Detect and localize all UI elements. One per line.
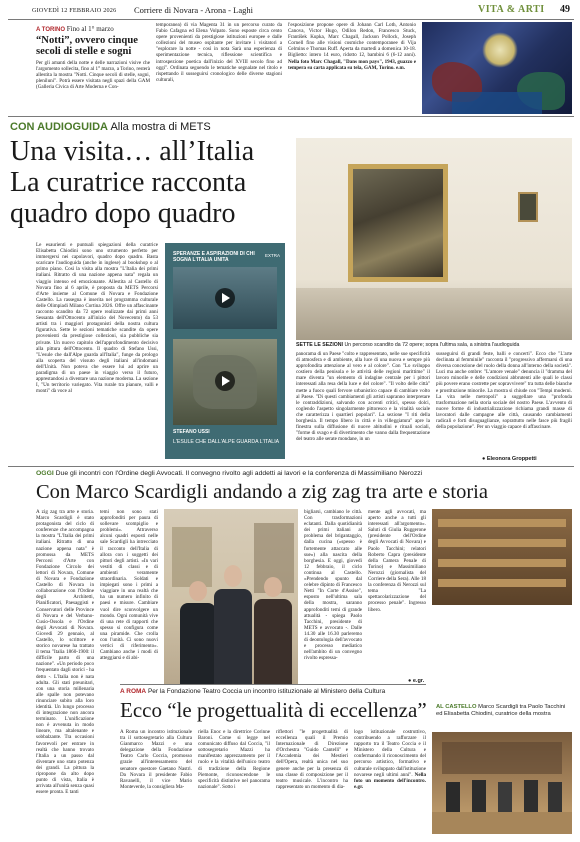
mets-headline-line1: Una visita… all’Italia [10,136,255,167]
gallery-photo [296,138,572,340]
large-painting [348,164,448,282]
mets-kicker-text: Alla mostra di METS [110,121,211,133]
header-page-number: 49 [560,4,570,15]
third-story-rule [120,684,426,685]
header-paper: Corriere di Novara - Arona - Laghi [134,5,253,15]
torino-body-col1: Per gli amanti della notte e delle narrazioni visive che l'argomento sollecita, fino al 1° marzo, a Torino, resterà allestita la mostra "Notti. Cinque secoli di stelle, sogni, pleniluni". Potrà essere visitata negli spazi della GAM (Galleria Civica di Arte Moderna e Con- [36,60,150,91]
person-center [214,565,252,684]
scardigli-caption-text: Marco Scardigli tra Paolo Tacchini ed Elisabetta Chiodini, curatrice della mostra [436,704,566,717]
scardigli-group-photo [164,509,298,684]
header-rule [8,19,574,20]
scardigli-body-col2: temi non sono stati approfonditi per paura di sollevare scompiglio e problemi». Attraverso alcuni quadri esposti nelle sale Scardigli ha intrecciato il racconto dell'Italia di allora con i soggetti dei pittori degli artisti. «In vari vestiti di classi e di ambienti veramente straordinaria. Soldati e impiegati sono i primi a viaggiare in una realtà che ha un numero infinito di paesi e misure. Cambiare vuol dire sconvolgere un mondo. Ogni comunità vive di una rete di rapporti che spesso si configura come una piramide. Che crolla con l'unità. Ci sono nuovi vertici di riferimento». Cambiano anche i modi di atteggiarsi e di abi- [100,509,158,662]
coccia-headline: Ecco “le progettualità di eccellenza” [120,698,427,722]
audioguide-thumbnail-1 [173,267,277,329]
scardigli-sign-name: e.gr. [412,678,425,684]
mets-sign: ● Eleonora Groppetti [482,456,537,462]
play-icon[interactable] [215,371,235,391]
coccia-body-col2: riella Enoc e la direttrice Corinne Baroni. Come si legge nel comunicato diffuso dal Coccia, "il sottosegretario Mazzi ha manifestato apprezzamento per il ruolo e la vitalità dell'unico teatro di tradizione della Regione Piemonte, riconoscendone le specificità distintive nel panorama nazionale". Sotto i [198,729,270,790]
mets-kicker [10,121,211,133]
mets-kicker-label: CON AUDIOGUIDA [10,121,108,133]
chagall-painting-image [422,22,572,114]
torino-body-col2: temporanea) di via Magenta 31 in un percorso curato da Fabio Cafagna ed Elena Volpato. Sono esposte circa cento opere provenienti da prestigiose istituzioni europee e dalle collezioni del museo ospitante per invitare i visitatori a "esplorare la notte - così in nota Sarà una esperienza di sperimentazione tecnica, riflessione scientifica e introspezione poetica dall'inizio del XVIII secolo fino ad oggi". Ordinata seguendo le tematiche segnalate nel titolo e rispettando il susseguirsi cronologico delle diverse stagioni culturali, [156,22,282,83]
mets-sign-name: Eleonora Groppetti [486,456,537,462]
coccia-kicker-label: A ROMA [120,688,147,695]
ministry-meeting-photo [432,732,572,834]
coccia-body-col1: A Roma un incontro istituzionale tra il sottosegretario alla Cultura Gianmarco Mazzi e una delegazione della Fondazione Teatro Carlo Coccia, promosso grazie all'interessamento del senatore questore Gaetano Nastri. Da Novara il presidente Fabio Ravanelli, il vice Mario Monteverde, la consigliera Ma- [120,729,192,790]
torino-photo-caption: Nella foto Marc Chagall, "Dans mon pays", 1943, guazzo e tempera su carta applicata su tela, GAM, Torino. [288,58,416,71]
coccia-body-col3: riflettori "le progettualità di eccellenza quali il Premio Internazionale di Direzione d'Orchestra "Guido Cantelli" e l'Accademia dei Mestieri dell'Opera, realtà unica nel suo genere anche per la presenza di una classe di composizione per il teatro musicale. L'incontro ha rappresentato un momento di dia- [276,729,348,790]
coccia-kicker-text: Per la Fondazione Teatro Coccia un incontro istituzionale al Ministero della Cultura [147,688,386,695]
scardigli-kicker-text: Due gli incontri con l'Ordine degli Avvocati. Il convegno rivolto agli addetti ai lavori e la conferenza di Massimiliano Nerozzi [55,470,423,477]
audioguide-title: SPERANZE E ASPIRAZIONI DI CHI SOGNA L'ITALIA UNITA [173,251,255,263]
scardigli-body-col4: mente agli avvocati, ma aperto anche a tutti gli interessati all'argomento». Saluti di Giulia Ruggerone (presidente dell'Ordine degli Avvocati di Novara) e Paolo Tacchini; relatori Roberto Capra (presidente della Camera Penale di Torino) e Massimiliano Nerozzi (giornalista del Corriere della Sera). Alle 18 la conferenza di Nerozzi sul tema "La spettacolarizzazione del processo penale". Ingresso libero. [368,509,426,613]
mets-headline [10,136,290,229]
coccia-kicker [120,688,426,695]
torino-title: “Notti”, ovvero cinque secoli di stelle e sogni [36,35,138,57]
gallery-caption-text: Un percorso scandito da 72 opere; sopra l'ultima sala, a sinistra l'audioguida [344,342,520,348]
coccia-body-col4 [354,729,426,829]
scardigli-kicker-label: OGGI [36,470,54,477]
torino-kicker-text: Fino al 1° marzo [66,25,114,33]
gallery-photo-caption [296,342,572,348]
top-section-rule [8,116,574,117]
audioguide-brand: EXTRA [265,253,281,258]
torino-kicker [36,25,114,33]
scardigli-photo-caption [436,704,572,718]
person-right [254,577,292,684]
audioguide-thumbnail-2 [173,339,277,425]
header-date: GIOVEDÌ 12 FEBBRAIO 2026 [32,7,117,14]
scardigli-body-col1: A zig zag tra arte e storia. Marco Scardigli è stato protagonista del ciclo di conferenze che accompagna la mostra "L'Italia dei primi italiani. Ritratto di una nazione appena nata" è promossa da METS Percorsi d'Arte con Fondazione Circolo dei lettori di Novara, Comune di Novara e Fondazione Castello di Novara in collaborazione con l'Ordine degli Architetti, Pianificatori, Paesaggisti e Conservatori delle Province di Novara e del Verbano-Cusio-Ossola e l'Ordine degli Avvocati di Novara. Giovedì 29 gennaio, al Castello, lo scrittore e storico novarese ha trattato il tema "Italia 1860-1900: il difficile parto di una nazione". «Un periodo poco frequentato dagli storici - ha detto -. L'Italia non è nata adulta. Gli stati preunitari, con una storia millenaria alle spalle non potevano rinunciare subito alla loro identità. Un lungo processo di integrazione non ancora terminato. L'unificazione non è avvenuta in modo lineare, ma altalenante e sobbalzante. Tra occasioni favorevoli per entrare in realtà che hanno trovato l'Italia a un passo dal diventare uno stato potenza dei grandi. La pittura la ripropone da alto dopo punto di vista, Italia è arrivata all'unità senza quasi essere pronta. E tanti [36,509,94,796]
page-header [8,4,574,18]
mets-body-col3: panorama di un Paese "colto e rappresentato, nelle sue specificità di atmosfera e di ambiente, alla luce di una nuova e sempre più approfondita attenzione al vero e al colore". Con "Lo sviluppo costiero della penisola e le attività delle regioni marittime" il mare diventa "un elemento di indagine centrale per i pittori interessati alla resa della luce e del colore". "Il volto delle città" mette a fuoco quali fervore urbanistico capace di cambiare volto al Paese. "Di questi cambiamenti gli artisti sapranno interpretare le contraddizioni, salvando con accenti critici, spesso dolci, coglendo l'aspetto singolarmente pittoresco e la vitalità sociale che caratterizza i quartieri popolari". La sezione "I riti della borghesia. Il tempo libero in città e in villeggiatura" apre la finestra sulla diffusione di nuove abitudini e rituali sociali, "forme di svago e di divertimento che vanno dalla frequentazione del teatro alle serate mondane, in un [296,351,430,443]
audioguide-artist: STEFANO USSI [173,429,210,435]
scardigli-kicker [36,470,572,477]
coccia-sign: e.gr. [354,783,364,790]
gallery-caption-label: SETTE LE SEZIONI [296,342,343,348]
person-left [180,581,216,684]
torino-sign: e.m. [395,64,406,71]
coccia-body-text: logo istituzionale costruttivo, contribuendo a rafforzare il rapporto tra il Teatro Coccia e il Ministero della Cultura e confermando il riconoscimento del percorso artistico, formativo e culturale sviluppato dall'istituzione novarese negli ultimi anni". [354,729,426,778]
torino-body-text: l'esposizione propone opere di Johann Carl Loth, Antonio Canova, Victor Hugo, Odilon Redon, Francesco Stuck, František Kupka, Marc Chagall, Jackson Pollock, Joseph Cornell fino alle visioni cosmiche contemporanee di Vija Celmins e Thomas Ruff. Aperta da martedì a domenica 10-18. Biglietto: intero 14 euro, ridotto 12, bambini 6 (6-12 anni). [288,22,416,59]
header-section: VITA & ARTI [478,4,545,15]
castle-library-photo [432,509,572,605]
audioguide-screen [165,243,285,459]
mets-headline-line2: La curatrice racconta [10,167,247,198]
audioguide-artwork-title: L'ESULE CHE DALL'ALPE GUARDA L'ITALIA [173,439,280,445]
scardigli-sign: ● e.gr. [408,678,425,684]
torino-body-col3 [288,22,416,112]
coccia-photo-note: Nella foto un momento dell'incontro. [354,771,426,784]
mets-body-col4: susseguirsi di grandi feste, balli e concerti". Ecco che "L'arte declinata al femminile" racconta il "progressivo affermarsi di una diversa concezione del ruolo della donna all'interno della società". Luci ma anche ombre: "L'amore venale" denuncia il "dramma del lavoro minorile e delle condizioni abbrutenti alle quali le classi più povere erano costrette per sopravvivere" tra tutta delle bianche e prostituzione minorile. La mostra si chiude con "Tempi moderni. La vita nelle metropoli" a suggellare una "profonda trasformazione nella storia sociale del nostro Paese. L'avvento di nuove forme di industrializzazione richiama grandi masse di lavoratori dalle campagne alle città, causando cambiamenti radicali e forti disuguaglianze, soprattutto nelle fasce più fragili della popolazione". Per un viaggio capace di affascinare. [436,351,572,431]
scardigli-headline: Con Marco Scardigli andando a zig zag tra arte e storia [36,481,488,503]
scardigli-body-col3: bigliarsi, cambiano le città. Con trasformazioni eclatanti. Dalla quotidianità dei primi italiani al problema del brigantaggio, dalla cucina («spesso è fortemente attaccato alle sue») alla nascita della borghesia. E oggi, giovedì 12 febbraio, il ciclo continua al Castello. «Prendendo spunto dal celebre dipinto di Francesco Netti "In Corte d'Assise", esposto nell'ultima sala della mostra, saranno approfonditi temi di grande attualità - spiega Paolo Tacchini, presidente di METS e avvocato -. Dalle 14.30 alle 16.30 parleremo di deontologia dell'avvocato e processo mediatico nell'ambito di un convegno rivolto espressa- [304,509,362,662]
mets-body-col1: Le esaurienti e puntuali spiegazioni della curatrice Elisabetta Chiodini sono uno strumento perfetto per immergersi nei capolavori, quadro dopo quadro. Basta scaricare l'audioguida (anche in inglese) al bookshop o al primo piano. Così la visita alla mostra "L'Italia dei primi italiani. Ritratto di una nazione appena nata" regala un viaggio intenso ed emozionante. Allestita al Castello di Novara fino al 6 aprile, è proposta da METS Percorsi d'Arte insieme al Comune di Novara e Fondazione Castello. La rassegna è inserita nel programma culturale delle Olimpiadi Milano Cortina 2026. Offre un affascinante racconto scandito da 72 opere realizzate dai primi anni Sessanta dell'Ottocento all'inizio del Novecento) da 53 artisti tra i maggiori protagonisti della nostra cultura figurativa. Sette le sezioni tematiche scandite da opere provenienti da prestigiose collezioni, sia pubbliche sia private. Un nuovo capitolo dell'approfondimento decisivo alla pittura dell'Ottocento. Il quadro di Stefano Ussi, "L'esule che dall'Alpe guarda all'Italia", funge da prologo alla scoperta del vissuto degli italiani all'indomani dell'Unità. Non poteva che essere lui ad aprire un paradigma di un paese in viaggio verso il futuro, apprestandosi a diventare una nazione moderna. La sezione I, "Un territorio variegato. Vita rurale tra pianure, valli e monti" dà voce al [36,242,158,395]
main-section-rule [8,466,574,467]
small-painting [518,192,538,222]
play-icon[interactable] [215,288,235,308]
torino-kicker-place: A TORINO [36,27,66,33]
mets-headline-line3: quadro dopo quadro [10,198,236,229]
scardigli-caption-label: AL CASTELLO [436,704,477,710]
